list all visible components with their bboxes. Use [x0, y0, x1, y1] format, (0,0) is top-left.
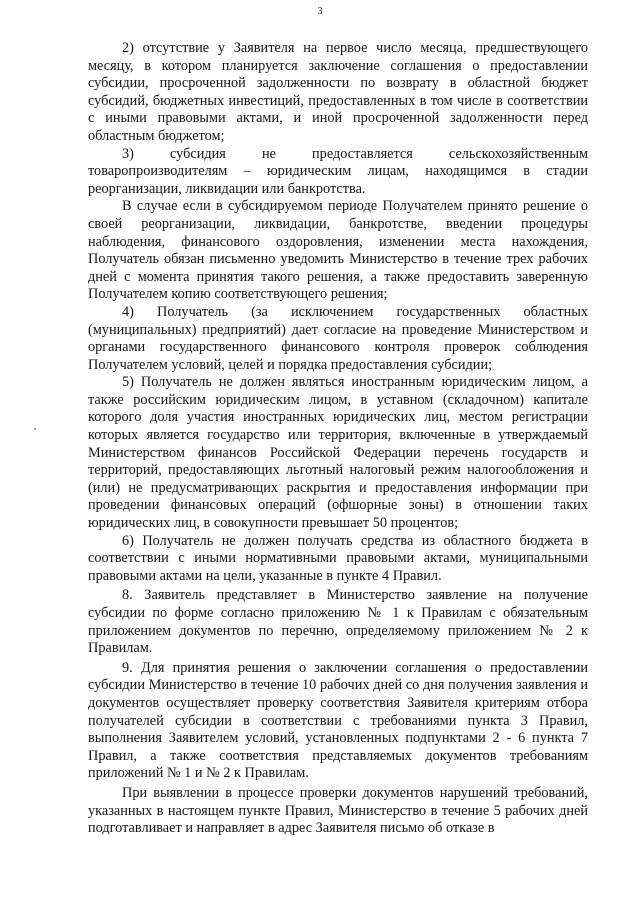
- paragraph-item-3: 3) субсидия не предоставляется сельскохозяйственным товаропроизводителям – юридическим лицам, находящимся в стадии реорганизации, ликвидации или банкротства.: [88, 145, 588, 197]
- paragraph-violations: При выявлении в процессе проверки документов нарушений требований, указанных в настоящем пункте Правил, Министерство в течение 5 рабочих дней подготавливает и направляет в адрес Заявителя письмо об отказе в: [88, 784, 588, 837]
- scan-speck: [34, 428, 36, 430]
- paragraph-item-5: 5) Получатель не должен являться иностранным юридическим лицом, а также российским юридическим лицом, в уставном (складочном) капитале которого доля участия иностранных юридических лиц, местом регистрации которых является государство или территория, включенные в утверждаемый Министерством финансов Российской Федерации перечень государств и территорий, предоставляющих льготный налоговый режим налогообложения и (или) не предусматривающих раскрытия и предоставления информации при проведении финансовых операций (офшорные зоны) в отношении таких юридических лиц, в совокупности превышает 50 процентов;: [88, 374, 588, 532]
- document-body: [88, 40, 588, 838]
- page-number: 3: [317, 6, 323, 17]
- paragraph-clause-9: 9. Для принятия решения о заключении соглашения о предоставлении субсидии Министерство в течение 10 рабочих дней со дня получения заявления и документов осуществляет проверку соответствия Заявителя критериям отбора получателей субсидии в соответствии с требованиями пункта 3 Правил, выполнения Заявителем условий, установленных подпунктами 2 - 6 пункта 7 Правил, а также соответствия представляемых документов требованиям приложений № 1 и № 2 к Правилам.: [88, 659, 588, 782]
- paragraph-item-4: 4) Получатель (за исключением государственных областных (муниципальных) предприятий) дает согласие на проведение Министерством и органами государственного финансового контроля проверок соблюдения Получателем условий, целей и порядка предоставления субсидии;: [88, 303, 588, 373]
- paragraph-clause-8: 8. Заявитель представляет в Министерство заявление на получение субсидии по форме согласно приложению № 1 к Правилам с обязательным приложением документов по перечню, определяемому приложением № 2 к Правилам.: [88, 587, 588, 657]
- paragraph-reorganization-notice: В случае если в субсидируемом периоде Получателем принято решение о своей реорганизации, ликвидации, банкротстве, введении процедуры наблюдения, финансового оздоровления, изменении места нахождения, Получатель обязан письменно уведомить Министерство в течение трех рабочих дней с момента принятия такого решения, а также предоставить заверенную Получателем копию соответствующего решения;: [88, 198, 588, 303]
- paragraph-item-6: 6) Получатель не должен получать средства из областного бюджета в соответствии с иными нормативными правовыми актами, муниципальными правовыми актами на цели, указанные в пункте 4 Правил.: [88, 532, 588, 584]
- paragraph-item-2: 2) отсутствие у Заявителя на первое число месяца, предшествующего месяцу, в котором планируется заключение соглашения о предоставлении субсидии, просроченной задолженности по возврату в областной бюджет субсидий, бюджетных инвестиций, предоставленных в том числе в соответствии с иными правовыми актами, и иной просроченной задолженности перед областным бюджетом;: [88, 40, 588, 144]
